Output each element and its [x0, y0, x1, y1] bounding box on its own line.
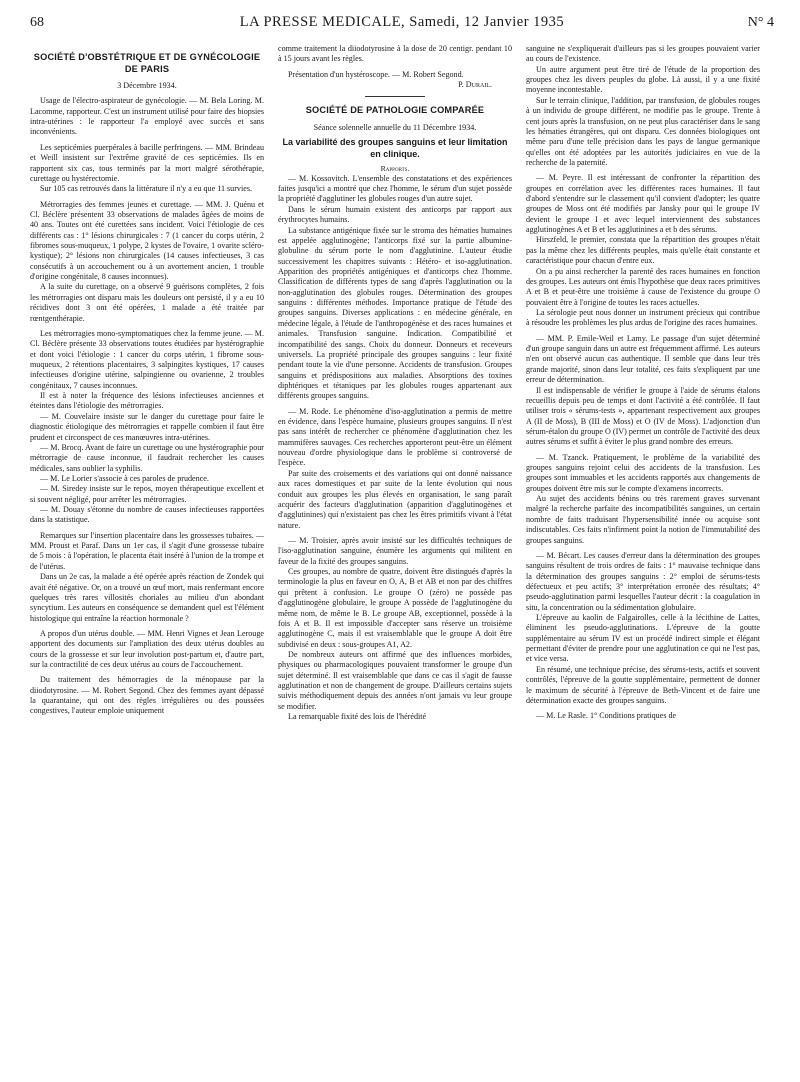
- society-heading: SOCIÉTÉ D'OBSTÉTRIQUE ET DE GYNÉCOLOGIE DE PARIS: [33, 52, 261, 74]
- paragraph: Dans le sérum humain existent des anticorps par rapport aux érythrocytes humains.: [278, 204, 512, 225]
- paragraph: Usage de l'électro-aspirateur de gynécologie. — M. Bela Loring. M. Lacomme, rapporteur. C'est un instrument utilisé pour faire des biopsies intra-utérines : le rapporteur l'a employé avec succès et sans inconvénients.: [30, 96, 264, 137]
- paragraph: En résumé, une technique précise, des sérums-tests, actifs et souvent contrôlés, l'épreuve de la goutte supplémentaire, permettent de donner le maximum de sécurité à l'épreuve de Beth-Vincent et de faire une détermination exacte des groupes sanguins.: [526, 664, 760, 705]
- paragraph: — M. Rode. Le phénomène d'iso-agglutination a permis de mettre en évidence, dans l'espèce humaine, plusieurs groupes sanguins. Il n'est pas sans intérêt de rechercher ce phénomène d'agglutination chez les mammifères sauvages. Ces recherches apporteront peut-être un élément nouveau d'ordre physiologique dans le problème si controversé de l'espèce.: [278, 406, 512, 468]
- paragraph: Présentation d'un hystéroscope. — M. Robert Segond.: [288, 69, 464, 79]
- reports-label: Rapports.: [380, 163, 410, 173]
- paragraph: A la suite du curettage, on a observé 9 guérisons complètes, 2 fois les métrorragies ont disparu mais les douleurs ont persisté, il y a eu 10 récidives dont 3 ont été opérées, 1 malade a été traitée par rœntgenthérapie.: [30, 282, 264, 323]
- signature: P. Durail.: [458, 80, 492, 90]
- paragraph: Remarques sur l'insertion placentaire dans les grossesses tubaires. — MM. Proust et Paraf. Dans un 1er cas, il s'agit d'une grossesse tubaire de 5 mois : à l'opération, le placenta était inséré à l'union de la trompe et de l'utérus.: [30, 530, 264, 571]
- paragraph: — M. Brocq. Avant de faire un curettage ou une hystérographie pour métrorragie de cause inconnue, il faudrait rechercher les causes médicales, sans oublier la syphilis.: [30, 442, 264, 473]
- paragraph: L'épreuve au kaolin de Falgairolles, celle à la lécithine de Lattes, éliminent les pseudo-agglutinations. L'épreuve de la goutte supplémentaire au sérum IV est un procédé indirect simple et élégant permettant d'éviter de prendre pour une agglutination ce qui ne l'est pas, et vice versa.: [526, 613, 760, 664]
- society-heading: SOCIÉTÉ DE PATHOLOGIE COMPARÉE: [305, 105, 485, 116]
- paragraph: — M. Bécart. Les causes d'erreur dans la détermination des groupes sanguins résultent de trois ordres de faits : 1° mauvaise technique dans la détermination des groupes sanguins : 2° emploi de sérums-tests défectueux et peu actifs; 3° interprétation erronée des résultats; 4° pseudo-agglutination parmi lesquelles l'auteur décrit : la coagulation in situ, la concentration ou la sédimentation globulaire.: [526, 550, 760, 612]
- column-3: [526, 44, 760, 1074]
- paragraph: La sérologie peut nous donner un instrument précieux qui contribue à résoudre les problèmes les plus ardus de l'origine des races humaines.: [526, 307, 760, 328]
- column-1: [30, 44, 264, 1074]
- paragraph: — M. Douay s'étonne du nombre de causes infectieuses rapportées dans la statistique.: [30, 505, 264, 525]
- paragraph: — M. Troisier, après avoir insisté sur les difficultés techniques de l'iso-agglutination sanguine, énumère les arguments qui militent en faveur de la fixité des groupes sanguins.: [278, 535, 512, 566]
- paragraph: Du traitement des hémorragies de la ménopause par la diiodotyrosine. — M. Robert Segond. Chez des femmes ayant dépassé la quarantaine, qui ont des règles irrégulières ou des poussées congestives, l'auteur emploie uniquement: [30, 675, 264, 716]
- paragraph: Hirszfeld, le premier, constata que la répartition des groupes n'était pas la même chez les différents peuples, mais qu'elle était constante et caractéristique pour chacun d'entre eux.: [526, 235, 760, 266]
- paragraph: On a pu ainsi rechercher la parenté des races humaines en fonction des groupes. Les auteurs ont émis l'hypothèse que deux races primitives A et B et peut-être une troisième à cause de l'existence du groupe O pouvaient être à l'origine de toutes les races actuelles.: [526, 266, 760, 307]
- paragraph: Ces groupes, au nombre de quatre, doivent être distingués d'après la terminologie la plus en faveur en O, A, B et AB et non par des chiffres qui prêtent à confusion. Le groupe O (zéro) ne possède pas d'agglutinogène globulaire, le groupe A possède de l'agglutinogène du même nom, de même le B. Le groupe AB, exceptionnel, possède à la fois A et B. Il est impossible d'accepter sans réserve un troisième agglutinogène C, mais il est vraisemblable que le groupe A doit être subdivisé en deux : sous-groupes A1, A2.: [278, 567, 512, 649]
- paragraph: Les septicémies puerpérales à bacille perfringens. — MM. Brindeau et Weill insistent sur l'extrême gravité de ces septicémies. Ils en rapportent six cas, tous terminés par la mort malgré sérothérapie, curettage ou hystérectomie.: [30, 142, 264, 183]
- article-columns: [30, 44, 774, 1074]
- paragraph: A propos d'un utérus double. — MM. Henri Vignes et Jean Lerouge apportent des documents sur l'ampliation des deux utérus doubles au cours de la grossesse et sur leur involution post-partum et, d'autre part, sur la contractilité de ces deux utérus au cours de l'accouchement.: [30, 628, 264, 670]
- paragraph: sanguine ne s'expliquerait d'ailleurs pas si les groupes pouvaient varier au cours de l'existence.: [526, 44, 760, 64]
- paragraph: — M. Couvelaire insiste sur le danger du curettage pour faire le diagnostic étiologique des métrorragies et rappelle combien il faut être prudent et circonspect de ces manœuvres intra-utérines.: [30, 411, 264, 442]
- paragraph: Dans un 2e cas, la malade a été opérée après réaction de Zondek qui avait été négative. Or, on a trouvé un œuf mort, mais renfermant encore quelques très rares villosités choriales au milieu d'un abondant syncytium. Les auteurs en conséquence se demandent quel est l'élément histologique qui entraîne la réaction hormonale ?: [30, 572, 264, 623]
- paragraph: Sur 105 cas retrouvés dans la littérature il n'y a eu que 11 survies.: [40, 184, 252, 194]
- paragraph: — M. Peyre. Il est intéressant de confronter la répartition des groupes en corrélation avec les différentes races humaines. Il faut d'abord s'entendre sur le classement qu'il convient d'adopter; les quatre groupes de Moss ont été modifiés par Jansky pour qui le groupe IV devient le groupe I et avec lequel interviennent des substances agglutinogènes A et B et les agglutinines a et b des sérums.: [526, 173, 760, 235]
- paragraph: — M. Le Lorier s'associe à ces paroles de prudence.: [40, 473, 209, 483]
- page-header: [30, 14, 774, 36]
- page-number: 68: [30, 15, 44, 30]
- paragraph: — M. Siredey insiste sur le repos, moyen thérapeutique excellent et si souvent négligé, pour arrêter les métrorragies.: [30, 484, 264, 504]
- issue-number: N° 4: [747, 15, 774, 30]
- publication-title: LA PRESSE MEDICALE, Samedi, 12 Janvier 1935: [239, 14, 565, 30]
- paragraph: Métrorragies des femmes jeunes et curettage. — MM. J. Quénu et Cl. Béclère présentent 33 observations de malades âgées de moins de 40 ans. Toutes ont été curettées sans incident. Voici l'étiologie de ces différents cas : 1° lésions chirurgicales : 7 (1 cancer du corps utérin, 2 fibromes sous-muqueux, 1 polype, 2 kystes de l'ovaire, 1 ovarite scléro-kystique); 2° lésions non chirurgicales (14 causes infectieuses, 3 cas consécutifs à un accouchement ou à un avortement ancien, 1 trouble d'origine congénitale, 8 causes inconnues).: [30, 199, 264, 282]
- session-date: Séance solennelle annuelle du 11 Décembre 1934.: [313, 122, 477, 132]
- paragraph: — MM. P. Emile-Weil et Lamy. Le passage d'un sujet déterminé d'un groupe sanguin dans un autre est fréquemment affirmé. Les auteurs n'en ont observé aucun cas authentique. Il semble que dans leur très grande majorité, sinon dans leur totalité, ces faits s'expliquent par une erreur de détermination.: [526, 333, 760, 385]
- paragraph: Il est indispensable de vérifier le groupe à l'aide de sérums étalons recueillis depuis peu de temps et dont l'activité a été contrôlée. Il faut utiliser trois « sérums-tests », appartenant respectivement aux groupes A (II de Moss), B (III de Moss) et O (IV de Moss). L'adjonction d'un sérum-étalon du groupe O (IV) permet un contrôle de l'activité des deux autres sérums et suffit à éviter le plus grand nombre des erreurs.: [526, 385, 760, 447]
- paragraph: Par suite des croisements et des variations qui ont donné naissance aux races domestiques et par suite de la lente évolution qui nous conduit aux groupes les plus élevés en organisation, le sang paraît acquérir des facteurs d'agglutination (apparition d'agglutinogènes et d'agglutinines) qui n'existaient pas chez les êtres primitifs vivant à l'état nature.: [278, 468, 512, 530]
- paragraph: De nombreux auteurs ont affirmé que des influences morbides, physiques ou pharmacologiques pouvaient transformer le groupe d'un sujet déterminé. Il est vraisemblable que dans ce cas il s'agit de fausse agglutination et non de changement de groupe. D'ailleurs certains sujets suivis méthodiquement depuis des années n'ont jamais vu leur groupe se modifier.: [278, 649, 512, 711]
- paragraph: comme traitement la diiodotyrosine à la dose de 20 centigr. pendant 10 à 15 jours avant les règles.: [278, 44, 512, 64]
- paragraph: — M. Tzanck. Pratiquement, le problème de la variabilité des groupes sanguins rejoint celui des accidents de la transfusion. Les groupes sont immuables et les accidents rapportés aux changements de groupes doivent être mis sur le compte d'examens incorrects.: [526, 452, 760, 493]
- topic-title: La variabilité des groupes sanguins et leur limitation en clinique.: [282, 137, 508, 159]
- paragraph: Les métrorragies mono-symptomatiques chez la femme jeune. — M. Cl. Béclère présente 33 observations toutes étudiées par hystérographie et dont voici l'étiologie : 1 cancer du corps utérin, 1 fibrome sous-muqueux, 2 rétentions placentaires, 3 salpingites kystiques, 17 causes infectieuses d'origine utérine, salpingienne ou ovarienne, 2 troubles congénitaux, 7 causes inconnues.: [30, 328, 264, 390]
- paragraph: — M. Kossovitch. L'ensemble des constatations et des expériences faites jusqu'ici a montré que chez l'homme, le sérum d'un sujet possède la propriété d'agglutiner les globules rouges d'un autre sujet.: [278, 173, 512, 204]
- paragraph: La remarquable fixité des lois de l'hérédité: [288, 712, 427, 722]
- column-2: [278, 44, 512, 1074]
- paragraph: Sur le terrain clinique, l'addition, par transfusion, de globules rouges à un individu de groupe différent, ne modifie pas le groupe. Trente à cent jours après la transfusion, on ne peut plus caractériser dans le sang les hématies étrangères, qui ont disparu. Ces données biologiques ont même paru d'une telle précision dans les pays de langue germanique qu'elles ont été adoptées par les autorités judiciaires en vue de la recherche de la paternité.: [526, 95, 760, 167]
- session-date: 3 Décembre 1934.: [117, 81, 177, 90]
- paragraph: Un autre argument peut être tiré de l'étude de la proportion des groupes chez les divers peuples du globe. Là aussi, il y a une fixité moyenne incontestable.: [526, 64, 760, 95]
- paragraph: Au sujet des accidents bénins ou très rarement graves survenant malgré la recherche parfaite des incompatibilités sanguines, un certain nombre de faits traduisant l'hypersensibilité innée ou acquise sont indiscutables. Ces faits n'infirment point la notion de l'immutabilité des groupes sanguins.: [526, 494, 760, 545]
- divider: [365, 96, 425, 97]
- paragraph: Il est à noter la fréquence des lésions infectieuses anciennes et éteintes dans l'étiologie des métrorragies.: [30, 391, 264, 411]
- paragraph: — M. Le Rasle. 1° Conditions pratiques de: [536, 711, 677, 721]
- paragraph: La substance antigénique fixée sur le stroma des hématies humaines est appelée agglutinogène; l'anticorps fixé sur la partie albumine-globuline du sérum porte le nom d'agglutinine. L'auteur étudie successivement les chapitres suivants : Hétéro- et iso-agglutination. Apparition des propriétés antigéniques et d'anticorps chez l'homme. Classification de différents types de sang d'après l'agglutination ou la non-agglutination des globules rouges. Détermination des groupes sanguins : différentes méthodes. Importance pratique de l'étude des groupes sanguins. Diverses applications : en médecine générale, en médecine légale, à l'étude de l'anthropogénèse et des races humaines et animales. Transfusion sanguine. Indication. Compatibilité et incompatibilité des sangs. Choix du donneur. Donneurs et receveurs universels. La propriété principale des groupes sanguins : leur fixité pendant toute la vie d'une personne. Accidents de transfusion. Groupes sanguins et prédispositions aux maladies. Absorptions des toxines diphtériques et tétaniques par les globules rouges appartenant aux différents groupes sanguins.: [278, 225, 512, 401]
